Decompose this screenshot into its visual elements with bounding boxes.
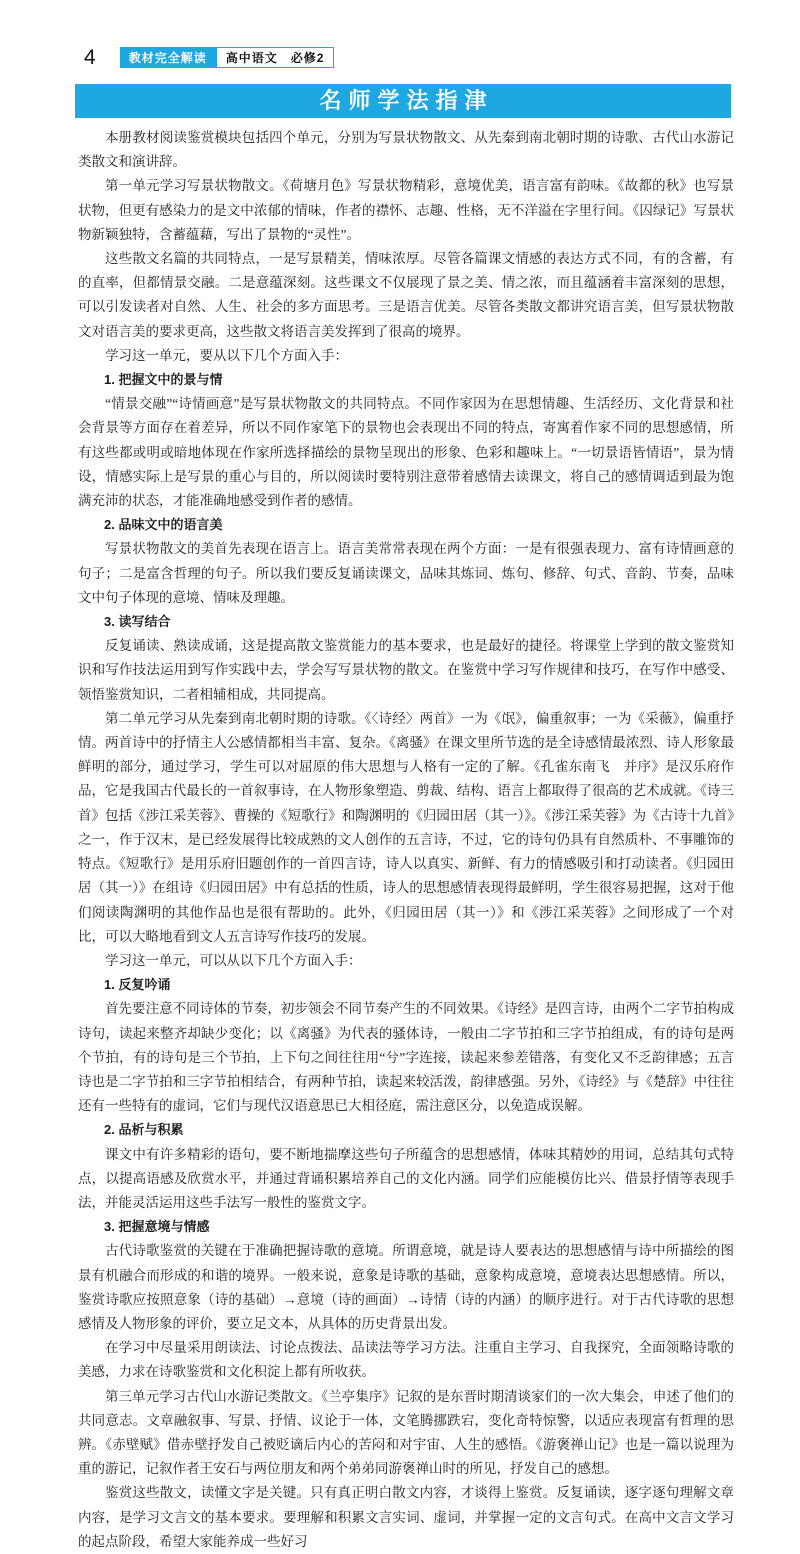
paragraph: 首先要注意不同诗体的节奏，初步领会不同节奏产生的不同效果。《诗经》是四言诗，由两个二字节拍构成诗句，读起来整齐却缺少变化；以《离骚》为代表的骚体诗，一般由二字节拍和三字节拍组成，有的诗句是两个节拍，有的诗句是三个节拍，上下句之间往往用“兮”字连接，读起来参差错落，有变化又不乏韵律感；五言诗也是二字节拍和三字节拍相结合，有两种节拍，读起来较活泼，韵律感强。另外，《诗经》与《楚辞》中往往还有一些特有的虚词，它们与现代汉语意思已大相径庭，需注意区分，以免造成误解。 xyxy=(78,1001,734,1114)
paragraph: “情景交融”“诗情画意”是写景状物散文的共同特点。不同作家因为在思想情趣、生活经历、文化背景和社会背景等方面存在着差异，所以不同作家笔下的景物也会表现出不同的特点，寄寓着作家不同的思想感情，所有这些都或明或暗地体现在作家所选择描绘的景物呈现出的形象、色彩和趣味上。“一切景语皆情语”，景为情设，情感实际上是写景的重心与目的，所以阅读时要特别注意带着感情去读课文，将自己的感情调适到最为饱满充沛的状态，才能准确地感受到作者的感情。 xyxy=(78,396,734,509)
section-heading: 3. 读写结合 xyxy=(104,614,171,630)
series-badge: 教材完全解读 xyxy=(120,47,216,68)
page-number: 4 xyxy=(84,45,96,69)
paragraph: 学习这一单元，要从以下几个方面入手： xyxy=(105,347,348,363)
paragraph: 第三单元学习古代山水游记类散文。《兰亭集序》记叙的是东晋时期清谈家们的一次大集会，申述了他们的共同意志。文章融叙事、写景、抒情、议论于一体，文笔腾挪跌宕，变化奇特惊警，以适应表现富有哲理的思辨。《赤壁赋》借赤壁抒发自己被贬谪后内心的苦闷和对宇宙、人生的感悟。《游褒禅山记》也是一篇以说理为重的游记，记叙作者王安石与两位朋友和两个弟弟同游褒禅山时的所见，抒发自己的感想。 xyxy=(78,1388,734,1477)
paragraph: 学习这一单元，可以从以下几个方面入手： xyxy=(105,952,362,968)
section-heading: 1. 把握文中的景与情 xyxy=(104,372,223,388)
section-banner xyxy=(75,84,731,118)
section-heading: 3. 把握意境与情感 xyxy=(104,1219,210,1235)
paragraph: 在学习中尽量采用朗读法、讨论点拨法、品读法等学习方法。注重自主学习、自我探究，全面领略诗歌的美感，力求在诗歌鉴赏和文化积淀上都有所收获。 xyxy=(78,1340,734,1380)
paragraph: 写景状物散文的美首先表现在语言上。语言美常常表现在两个方面：一是有很强表现力、富有诗情画意的句子；二是富含哲理的句子。所以我们要反复诵读课文，品味其炼词、炼句、修辞、句式、音韵、节奏，品味文中句子体现的意境、情味及理趣。 xyxy=(78,541,734,605)
subject-badge: 高中语文 必修2 xyxy=(216,47,335,68)
paragraph: 鉴赏这些散文，读懂文字是关键。只有真正明白散文内容，才谈得上鉴赏。反复诵读，逐字逐句理解文章内容，是学习文言文的基本要求。要理解和积累文言实词、虚词，并掌握一定的文言句式。在高中文言文学习的起点阶段，希望大家能养成一些好习 xyxy=(78,1485,734,1549)
paragraph: 这些散文名篇的共同特点，一是写景精美，情味浓厚。尽管各篇课文情感的表达方式不同，有的含蓄，有的直率，但都情景交融。二是意蕴深刻。这些课文不仅展现了景之美、情之浓，而且蕴涵着丰富深刻的思想，可以引发读者对自然、人生、社会的多方面思考。三是语言优美。尽管各类散文都讲究语言美，但写景状物散文对语言美的要求更高，这些散文将语言美发挥到了很高的境界。 xyxy=(78,251,734,339)
section-title: 名师学法指津 xyxy=(319,88,494,113)
paragraph: 本册教材阅读鉴赏模块包括四个单元，分别为写景状物散文、从先秦到南北朝时期的诗歌、古代山水游记类散文和演讲辞。 xyxy=(78,130,734,170)
section-heading: 2. 品析与积累 xyxy=(104,1122,184,1138)
section-heading: 2. 品味文中的语言美 xyxy=(104,517,223,533)
paragraph: 课文中有许多精彩的语句，要不断地揣摩这些句子所蕴含的思想感情，体味其精妙的用词，总结其句式特点，以提高语感及欣赏水平，并通过背诵积累培养自己的文化内涵。同学们应能模仿比兴、借景抒情等表现手法，并能灵活运用这些手法写一般性的鉴赏文字。 xyxy=(78,1146,734,1210)
paragraph: 第一单元学习写景状物散文。《荷塘月色》写景状物精彩，意境优美，语言富有韵味。《故都的秋》也写景状物，但更有感染力的是文中浓郁的情味，作者的襟怀、志趣、性格，无不洋溢在字里行间。《囚绿记》写景状物新颖独特，含蓄蕴藉，写出了景物的“灵性”。 xyxy=(78,178,734,242)
content xyxy=(78,126,734,1554)
paragraph: 反复诵读、熟读成诵，这是提高散文鉴赏能力的基本要求，也是最好的捷径。将课堂上学到的散文鉴赏知识和写作技法运用到写作实践中去，学会写写景状物的散文。在鉴赏中学习写作规律和技巧，在写作中感受、领悟鉴赏知识，二者相辅相成，共同提高。 xyxy=(78,638,734,702)
paragraph: 第二单元学习从先秦到南北朝时期的诗歌。《〈诗经〉两首》一为《氓》，偏重叙事；一为《采薇》，偏重抒情。两首诗中的抒情主人公感情都相当丰富、复杂。《离骚》在课文里所节选的是全诗感情最浓烈、诗人形象最鲜明的部分，通过学习，学生可以对屈原的伟大思想与人格有一定的了解。《孔雀东南飞 并序》是汉乐府作品，它是我国古代最长的一首叙事诗，在人物形象塑造、剪裁、结构、语言上都取得了很高的艺术成就。《诗三首》包括《涉江采芙蓉》、曹操的《短歌行》和陶渊明的《归园田居（其一）》。《涉江采芙蓉》为《古诗十九首》之一，作于汉末，是已经发展得比较成熟的文人创作的五言诗，不过，它的诗句仍具有自然质朴、不事雕饰的特点。《短歌行》是用乐府旧题创作的一首四言诗，诗人以真实、新鲜、有力的情感吸引和打动读者。《归园田居（其一）》在组诗《归园田居》中有总括的性质，诗人的思想感情表现得最鲜明，学生很容易把握，这对于他们阅读陶渊明的其他作品也是很有帮助的。此外，《归园田居（其一）》和《涉江采芙蓉》之间形成了一个对比，可以大略地看到文人五言诗写作技巧的发展。 xyxy=(78,710,734,944)
section-heading: 1. 反复吟诵 xyxy=(104,977,171,993)
page-header xyxy=(84,44,730,70)
paragraph: 古代诗歌鉴赏的关键在于准确把握诗歌的意境。所谓意境，就是诗人要表达的思想感情与诗中所描绘的图景有机融合而形成的和谐的境界。一般来说，意象是诗歌的基础，意象构成意境，意境表达思想感情。所以，鉴赏诗歌应按照意象（诗的基础）→意境（诗的画面）→诗情（诗的内涵）的顺序进行。对于古代诗歌的思想感情及人物形象的评价，要立足文本，从具体的历史背景出发。 xyxy=(78,1243,734,1331)
header-badges xyxy=(120,47,335,68)
